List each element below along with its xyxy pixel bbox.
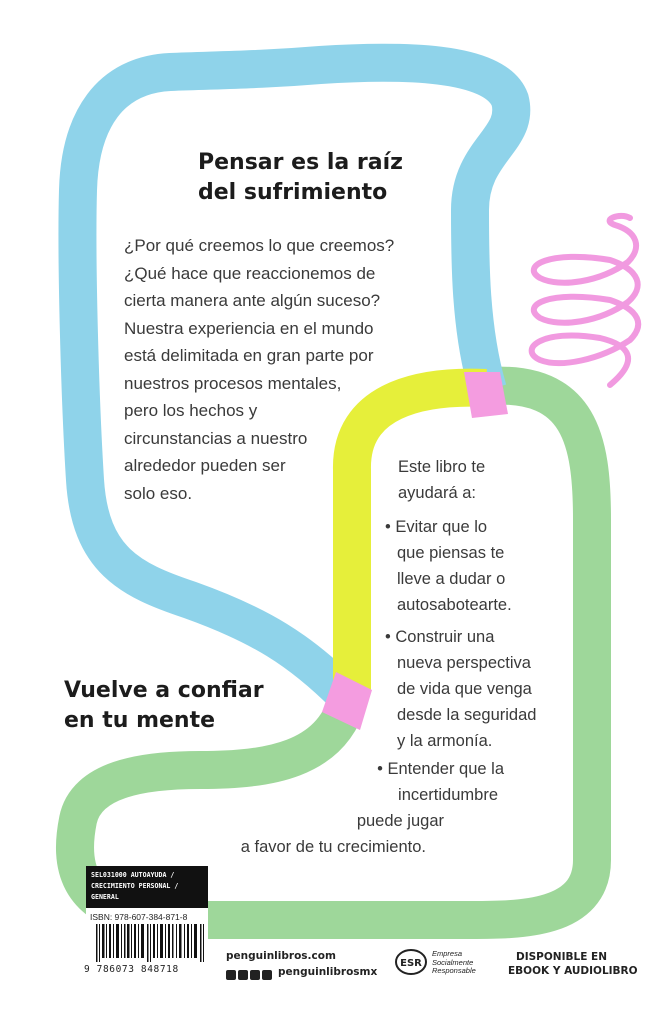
- esr-caption: [432, 950, 476, 976]
- intro-line: Nuestra experiencia en el mundo: [124, 318, 374, 338]
- benefit-item-1: [385, 514, 512, 618]
- benefit-line: • Entender que la: [377, 760, 504, 778]
- tagline-line-1: Vuelve a confiar: [64, 678, 264, 703]
- barcode-number: 9 786073 848718: [84, 964, 179, 975]
- benefit-line: lleve a dudar o: [397, 570, 506, 588]
- benefit-line: • Evitar que lo: [385, 518, 488, 536]
- esr-logo-icon: [394, 948, 428, 976]
- intro-line: ¿Por qué creemos lo que creemos?: [124, 236, 395, 255]
- intro-paragraph: [124, 232, 394, 507]
- availability: [508, 950, 638, 978]
- benefit-item-2: [385, 624, 536, 754]
- bisac-line: SEL031000 AUTOAYUDA /: [91, 871, 175, 879]
- benefit-line: autosabotearte.: [397, 596, 512, 614]
- instagram-icon[interactable]: [250, 970, 260, 980]
- benefit-line: que piensas te: [397, 544, 505, 562]
- esr-line: Empresa: [432, 949, 463, 958]
- headline-line-1: Pensar es la raíz: [198, 150, 403, 175]
- availability-line: EBOOK Y AUDIOLIBRO: [508, 965, 638, 977]
- tagline: [64, 676, 264, 736]
- bisac-line: CRECIMIENTO PERSONAL / GENERAL: [91, 882, 179, 901]
- benefit-line: a favor de tu crecimiento.: [240, 838, 426, 856]
- benefit-item-3: [200, 756, 504, 860]
- benefits-title: [398, 454, 485, 506]
- intro-line: está delimitada en gran parte por: [124, 346, 374, 365]
- intro-line: circunstancias a nuestro: [124, 428, 308, 448]
- website-link[interactable]: penguinlibros.com: [226, 950, 336, 962]
- esr-line: Responsable: [432, 966, 476, 975]
- intro-line: alrededor pueden ser: [124, 456, 286, 475]
- tagline-line-2: en tu mente: [64, 708, 216, 733]
- esr-logo-text: ESR: [400, 958, 422, 969]
- benefits-title-line: Este libro te: [398, 458, 486, 476]
- benefit-line: • Construir una: [385, 628, 495, 646]
- intro-line: nuestros procesos mentales,: [124, 373, 342, 393]
- barcode-icon: [96, 924, 206, 962]
- esr-line: Socialmente: [432, 957, 474, 967]
- benefit-line: nueva perspectiva: [397, 654, 531, 672]
- benefit-line: de vida que venga: [397, 680, 532, 698]
- headline: [198, 148, 403, 208]
- benefits-title-line: ayudará a:: [398, 484, 476, 502]
- isbn-text: ISBN: 978-607-384-871-8: [90, 912, 188, 922]
- benefit-line: puede jugar: [356, 812, 444, 830]
- social-icons: [226, 966, 274, 984]
- facebook-icon[interactable]: [226, 970, 236, 980]
- intro-line: pero los hechos y: [124, 401, 258, 420]
- benefit-line: incertidumbre: [398, 786, 498, 804]
- availability-line: DISPONIBLE EN: [516, 951, 607, 963]
- benefit-line: y la armonía.: [397, 732, 493, 750]
- youtube-icon[interactable]: [262, 970, 272, 980]
- benefit-line: desde la seguridad: [397, 706, 537, 724]
- x-icon[interactable]: [238, 970, 248, 980]
- intro-line: ¿Qué hace que reaccionemos de: [124, 263, 376, 283]
- headline-line-2: del sufrimiento: [198, 180, 388, 205]
- spring-coil: [532, 216, 639, 385]
- social-handle[interactable]: penguinlibrosmx: [278, 966, 378, 978]
- intro-line: cierta manera ante algún suceso?: [124, 291, 381, 310]
- intro-line: solo eso.: [124, 483, 193, 503]
- bisac-label: [86, 866, 208, 908]
